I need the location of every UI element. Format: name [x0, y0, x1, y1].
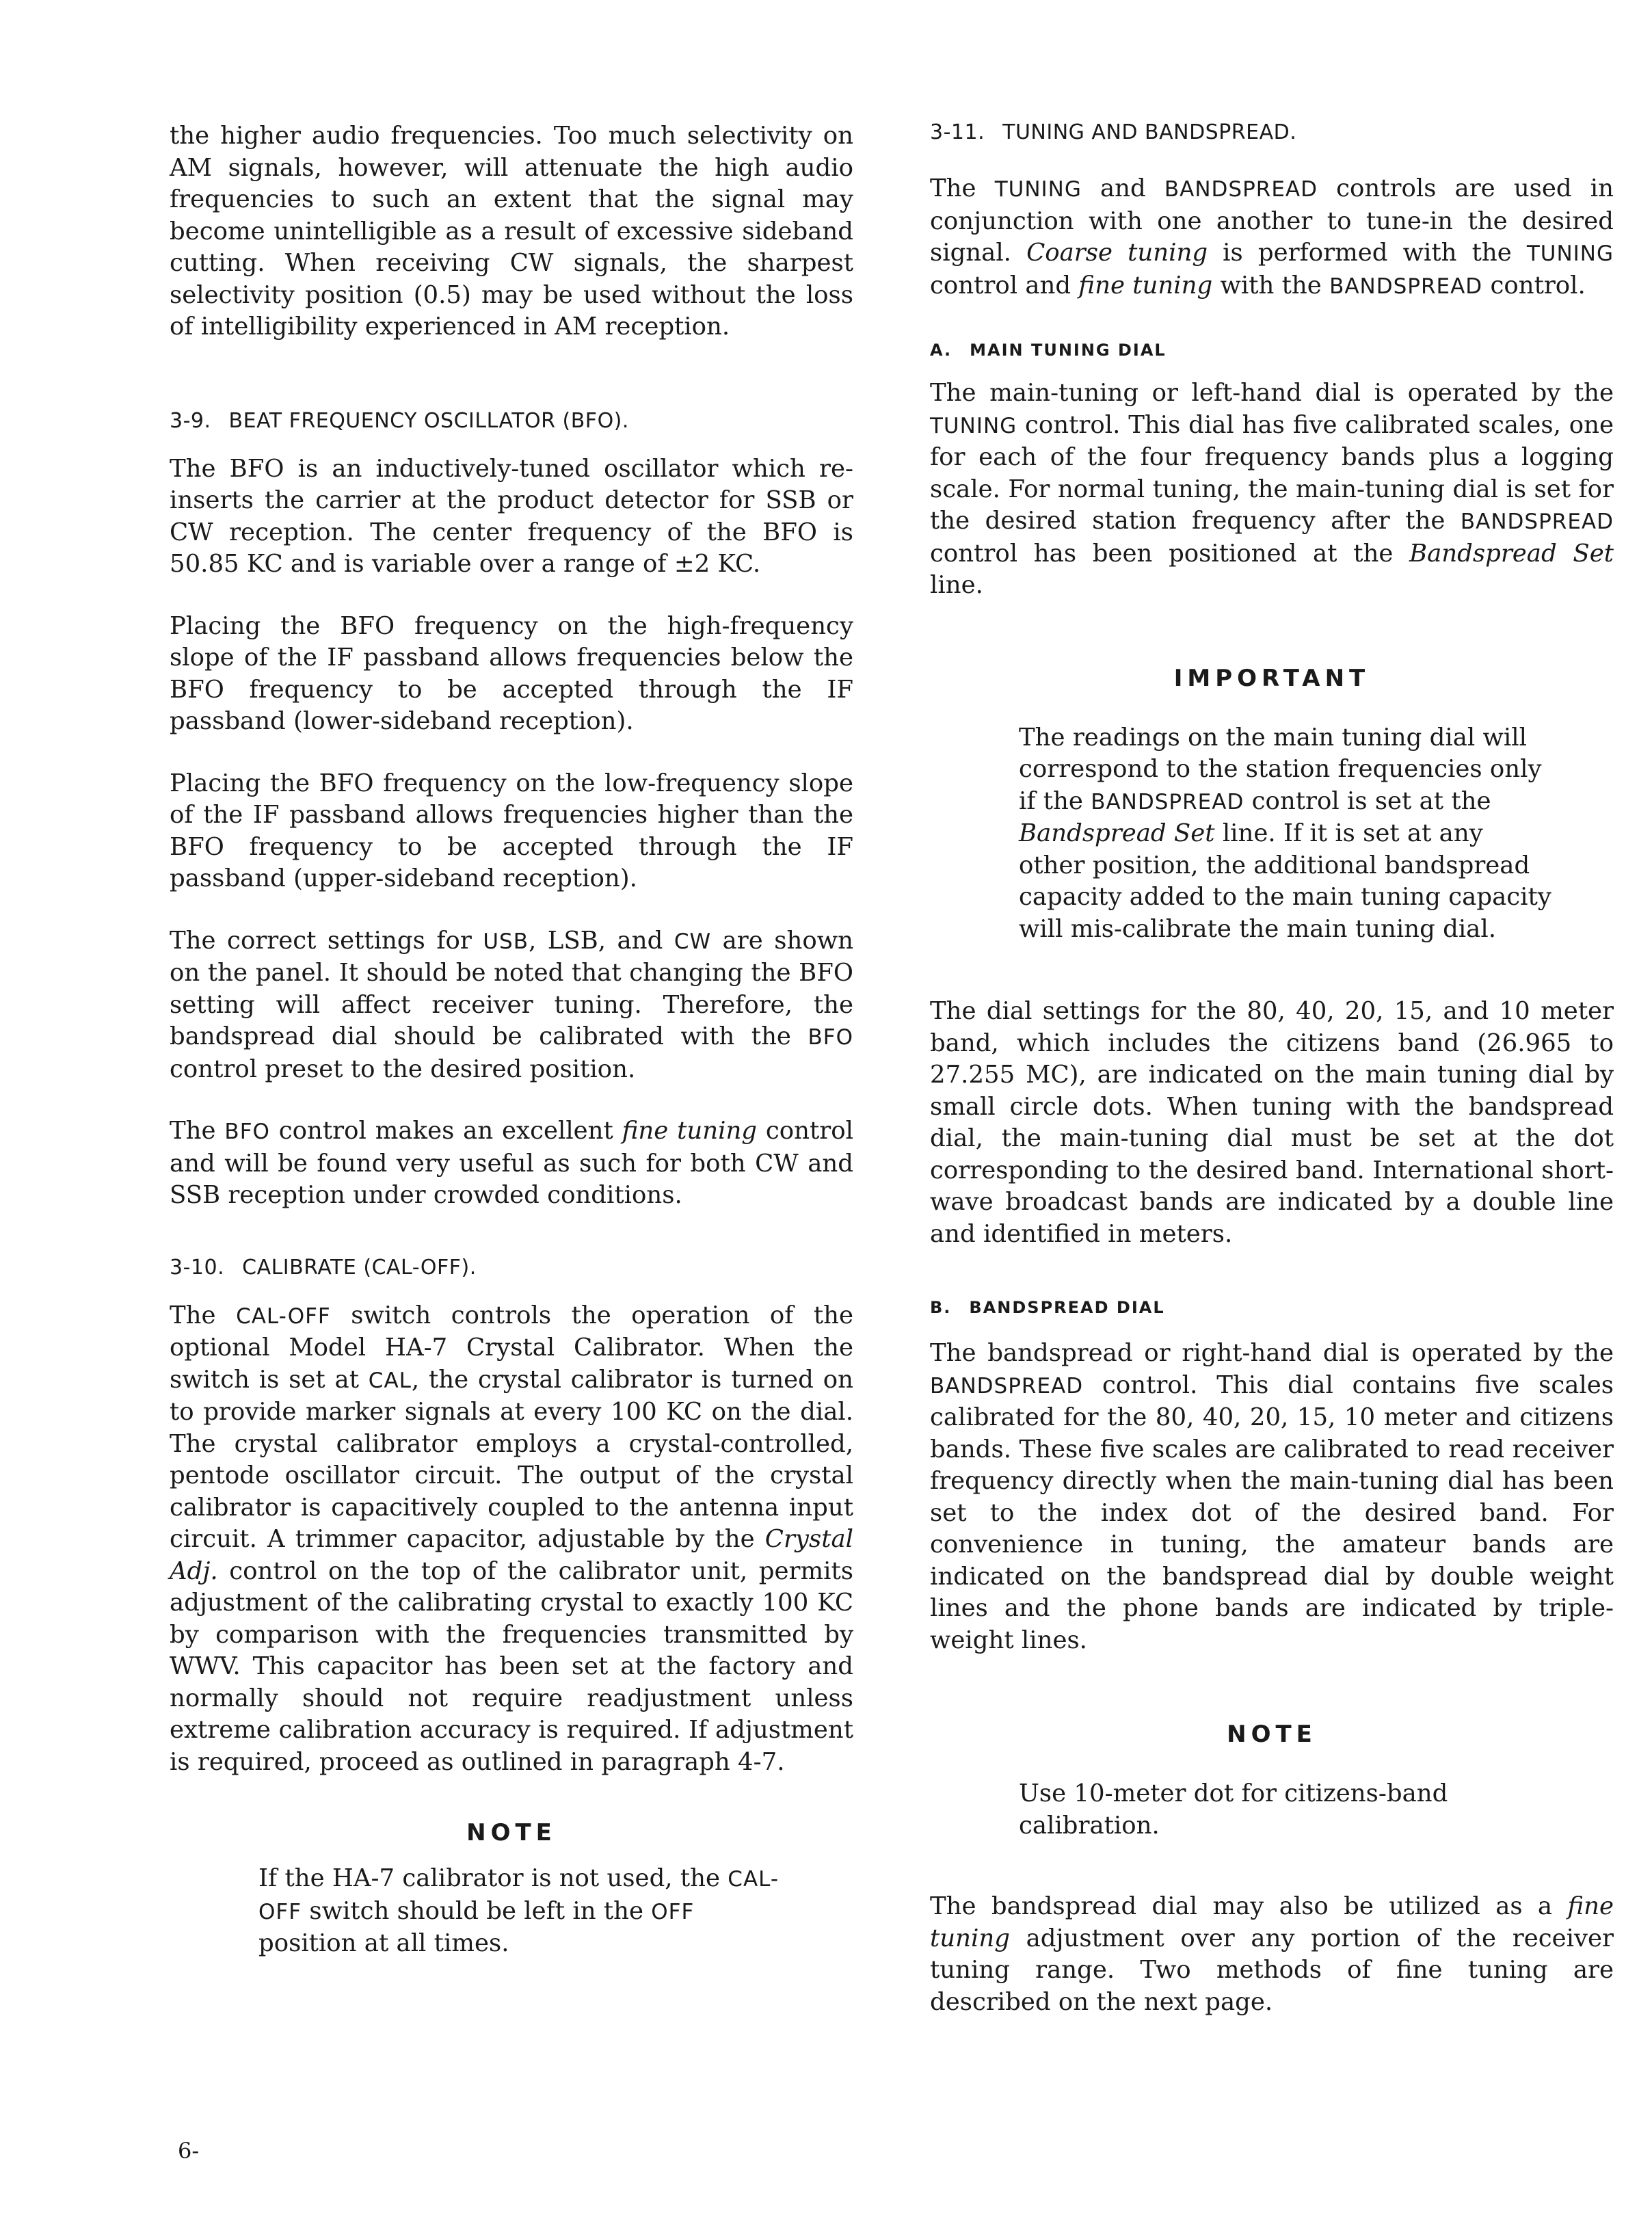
section-heading-3-9	[170, 409, 853, 433]
section-number: 3-11.	[930, 120, 985, 144]
section-heading-3-11	[930, 120, 1614, 144]
paragraph-bfo-settings: The correct settings for USB, LSB, and CW are shown on the panel. It should be noted that changing the BFO setting will affect receiver tuning. Therefore, the bandspread dial should be calibrated with the BFO control preset to the desired position.	[170, 926, 853, 1083]
subsection-heading-b: B. BANDSPREAD DIAL	[930, 1298, 1165, 1317]
paragraph-bfo-fine-tuning: The BFO control makes an excellent fine tuning control and will be found very useful as such for both CW and SSB reception under crowded conditions.	[170, 1117, 853, 1209]
section-title: TUNING AND BANDSPREAD.	[1002, 120, 1297, 144]
section-title: CALIBRATE (CAL-OFF).	[242, 1255, 477, 1280]
section-number: 3-10.	[170, 1255, 225, 1280]
right-column	[930, 120, 1614, 2018]
page-number: 6-	[178, 2138, 200, 2164]
note-heading: NOTE	[1227, 1721, 1317, 1748]
important-heading: IMPORTANT	[1173, 664, 1370, 692]
note-heading: NOTE	[466, 1819, 557, 1846]
section-number: 3-9.	[170, 408, 211, 433]
note-body: If the HA-7 calibrator is not used, the CAL-OFF switch should be left in the OFF position at all times.	[258, 1864, 780, 1957]
paragraph-bfo-lower-sideband: Placing the BFO frequency on the high-frequency slope of the IF passband allows frequencies below the BFO frequency to be accepted through the IF passband (lower-sideband reception).	[170, 611, 853, 735]
note-body: Use 10-meter dot for citizens-band calibration.	[1019, 1779, 1448, 1840]
paragraph-selectivity-continued: the higher audio frequencies. Too much selectivity on AM signals, however, will attenuate the high audio frequencies to such an extent that the signal may become unintelligible as a result of excessive sideband cutting. When receiving CW signals, the sharpest selectivity position (0.5) may be used without the loss of intelligibility experienced in AM reception.	[170, 122, 853, 341]
section-title: BEAT FREQUENCY OSCILLATOR (BFO).	[228, 408, 629, 433]
paragraph-bfo-description: The BFO is an inductively-tuned oscillator which re-inserts the carrier at the product detector for SSB or CW reception. The center frequency of the BFO is 50.85 KC and is variable over a range of ±2 KC.	[170, 454, 853, 578]
paragraph-main-tuning-dial: The main-tuning or left-hand dial is operated by the TUNING control. This dial has five calibrated scales, one for each of the four frequency bands plus a logging scale. For normal tuning, the main-tuning dial is set for the desired station frequency after the BANDSPREAD control has been positioned at the Bandspread Set line.	[930, 379, 1614, 599]
paragraph-tuning-bandspread: The TUNING and BANDSPREAD controls are used in conjunction with one another to tune-in the desired signal. Coarse tuning is performed with the TUNING control and fine tuning with the BANDSPREAD control.	[930, 174, 1614, 300]
paragraph-fine-tuning: The bandspread dial may also be utilized as a fine tuning adjustment over any portion of the receiver tuning range. Two methods of fine tuning are described on the next page.	[930, 1892, 1614, 2016]
paragraph-bfo-upper-sideband: Placing the BFO frequency on the low-frequency slope of the IF passband allows frequencies higher than the BFO frequency to be accepted through the IF passband (upper-sideband reception).	[170, 769, 853, 892]
section-heading-3-10	[170, 1256, 853, 1280]
paragraph-dial-settings: The dial settings for the 80, 40, 20, 15, and 10 meter band, which includes the citizens band (26.965 to 27.255 MC), are indicated on the main tuning dial by small circle dots. When tuning with the bandspread dial, the main-tuning dial must be set at the dot corresponding to the desired band. International short-wave broadcast bands are indicated by a double line and identified in meters.	[930, 997, 1614, 1248]
paragraph-calibrator: The CAL-OFF switch controls the operation of the optional Model HA-7 Crystal Calibrator. When the switch is set at CAL, the crystal calibrator is turned on to provide marker signals at every 100 KC on the dial. The crystal calibrator employs a crystal-controlled, pentode oscillator circuit. The output of the crystal calibrator is capacitively coupled to the antenna input circuit. A trimmer capacitor, adjustable by the Crystal Adj. control on the top of the calibrator unit, permits adjustment of the calibrating crystal to exactly 100 KC by comparison with the frequencies transmitted by WWV. This capacitor has been set at the factory and normally should not require readjustment unless extreme calibration accuracy is required. If adjustment is required, proceed as outlined in paragraph 4-7.	[170, 1301, 853, 1776]
subsection-heading-a: A. MAIN TUNING DIAL	[930, 341, 1167, 360]
paragraph-bandspread-dial: The bandspread or right-hand dial is operated by the BANDSPREAD control. This dial contains five scales calibrated for the 80, 40, 20, 15, 10 meter and citizens bands. These five scales are calibrated to read receiver frequency directly when the main-tuning dial has been set to the index dot of the desired band. For convenience in tuning, the amateur bands are indicated on the bandspread dial by double weight lines and the phone bands are indicated by triple-weight lines.	[930, 1339, 1614, 1654]
left-column	[170, 120, 853, 1960]
important-body: The readings on the main tuning dial will correspond to the station frequencies only if the BANDSPREAD control is set at the Bandspread Set line. If it is set at any other position, the additional bandspread capacity added to the main tuning capacity will mis-calibrate the main tuning dial.	[1019, 723, 1551, 943]
